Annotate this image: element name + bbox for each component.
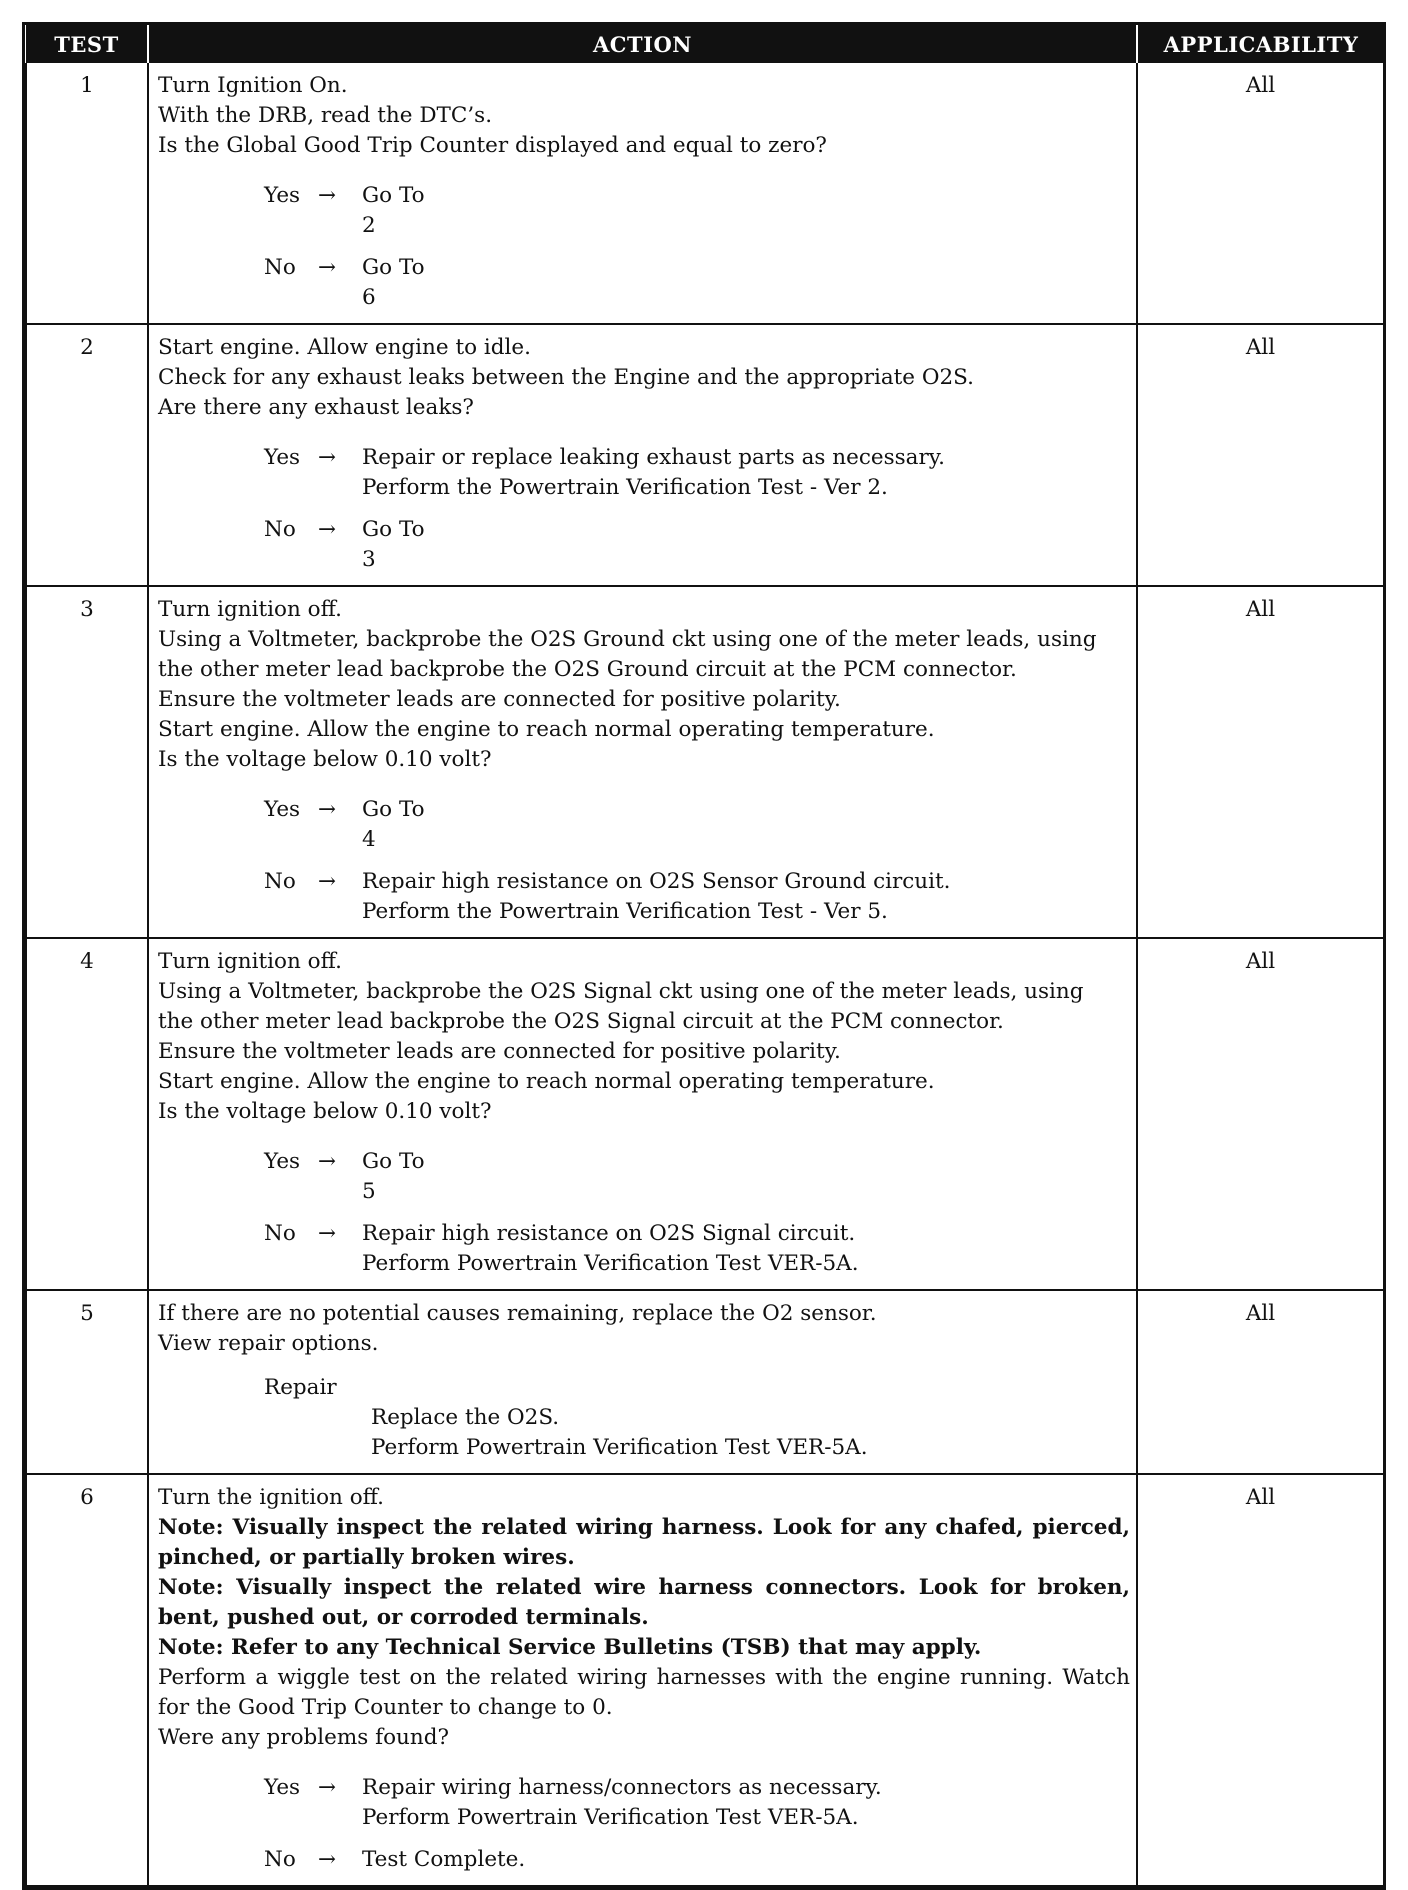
branch-result [362,1845,525,1875]
test-row-5 [26,1290,1384,1474]
action-line: Turn Ignition On. [158,73,348,98]
header-action: ACTION [148,25,1137,63]
note-connectors: Note: Visually inspect the related wire harness connectors. Look for broken, bent, pushed out, or corroded terminals. [158,1575,1130,1630]
repair-label: Repair [264,1375,337,1400]
applicability: All [1137,586,1384,938]
goto-result [362,1147,425,1207]
no-label: No [264,255,296,280]
goto-label: Go To [362,517,425,542]
no-branch [158,1219,1130,1279]
no-label: No [264,1221,296,1246]
result-line: Perform Powertrain Verification Test VER-5A. [362,1251,859,1276]
action-line: Start engine. Allow engine to idle. [158,335,531,360]
arrow-icon: → [318,517,337,542]
repair-steps [264,1403,1130,1463]
action-line: Is the voltage below 0.10 volt? [158,1099,492,1124]
result-line: Perform the Powertrain Verification Test - Ver 2. [362,475,888,500]
result-line: Perform Powertrain Verification Test VER-5A. [371,1435,868,1460]
arrow-icon: → [318,1221,337,1246]
action-line: the other meter lead backprobe the O2S Ground circuit at the PCM connector. [158,657,1017,682]
no-branch [158,253,1130,313]
diagnostic-test-table [22,22,1386,1890]
arrow-icon: → [318,183,337,208]
repair-options [158,1373,1130,1463]
arrow-icon: → [318,1149,337,1174]
goto-target: 6 [362,285,376,310]
applicability: All [1137,1290,1384,1474]
action-line: Ensure the voltmeter leads are connected for positive polarity. [158,687,841,712]
action-line: Is the voltage below 0.10 volt? [158,747,492,772]
goto-label: Go To [362,255,425,280]
action-line: Turn ignition off. [158,949,342,974]
test-number: 5 [26,1290,148,1474]
action-line: With the DRB, read the DTC’s. [158,103,493,128]
no-branch [158,1845,1130,1875]
applicability: All [1137,63,1384,324]
goto-label: Go To [362,797,425,822]
note-wiring-harness: Note: Visually inspect the related wiring harness. Look for any chafed, pierced, pinched, or partially broken wires. [158,1515,1130,1570]
test-row-3 [26,586,1384,938]
test-action [148,63,1137,324]
yes-branch [158,1147,1130,1207]
test-row-4 [26,938,1384,1290]
goto-target: 3 [362,547,376,572]
action-line: Start engine. Allow the engine to reach normal operating temperature. [158,1069,935,1094]
action-line: Turn the ignition off. [158,1485,384,1510]
test-row-1 [26,63,1384,324]
action-line: Perform a wiggle test on the related wiring harnesses with the engine running. Watch for the Good Trip Counter to change to 0. [158,1665,1130,1720]
yes-label: Yes [264,1149,301,1174]
branch-result [362,443,945,503]
yes-branch [158,1773,1130,1833]
branch-result [362,1219,859,1279]
no-label: No [264,517,296,542]
goto-result [362,181,425,241]
action-line: Were any problems found? [158,1725,450,1750]
result-line: Repair or replace leaking exhaust parts as necessary. [362,445,945,470]
goto-target: 5 [362,1179,376,1204]
yes-branch [158,443,1130,503]
test-number: 4 [26,938,148,1290]
yes-branch [158,795,1130,855]
goto-target: 2 [362,213,376,238]
no-branch [158,515,1130,575]
goto-label: Go To [362,1149,425,1174]
action-line: If there are no potential causes remaining, replace the O2 sensor. [158,1301,877,1326]
test-number: 1 [26,63,148,324]
action-line: Is the Global Good Trip Counter displayed and equal to zero? [158,133,827,158]
applicability: All [1137,1474,1384,1886]
yes-label: Yes [264,183,301,208]
yes-label: Yes [264,1775,301,1800]
test-row-2 [26,324,1384,586]
arrow-icon: → [318,869,337,894]
yes-label: Yes [264,445,301,470]
goto-result [362,515,425,575]
test-action [148,1474,1137,1886]
test-number: 6 [26,1474,148,1886]
test-action [148,938,1137,1290]
goto-target: 4 [362,827,376,852]
result-line: Repair high resistance on O2S Signal circuit. [362,1221,856,1246]
action-line: Ensure the voltmeter leads are connected for positive polarity. [158,1039,841,1064]
action-line: Using a Voltmeter, backprobe the O2S Ground ckt using one of the meter leads, using [158,627,1097,652]
action-line: Using a Voltmeter, backprobe the O2S Signal ckt using one of the meter leads, using [158,979,1084,1004]
branch-result [362,1773,882,1833]
header-applicability: APPLICABILITY [1137,25,1384,63]
yes-branch [158,181,1130,241]
test-number: 3 [26,586,148,938]
note-tsb: Note: Refer to any Technical Service Bulletins (TSB) that may apply. [158,1635,982,1660]
arrow-icon: → [318,255,337,280]
result-line: Perform Powertrain Verification Test VER-5A. [362,1805,859,1830]
result-line: Replace the O2S. [371,1405,560,1430]
result-line: Perform the Powertrain Verification Test - Ver 5. [362,899,888,924]
test-action [148,1290,1137,1474]
arrow-icon: → [318,445,337,470]
action-line: Check for any exhaust leaks between the Engine and the appropriate O2S. [158,365,974,390]
yes-label: Yes [264,797,301,822]
test-row-6 [26,1474,1384,1886]
applicability: All [1137,324,1384,586]
test-number: 2 [26,324,148,586]
header-row [26,25,1384,63]
no-branch [158,867,1130,927]
arrow-icon: → [318,1847,337,1872]
test-action [148,586,1137,938]
goto-result [362,253,425,313]
test-action [148,324,1137,586]
result-line: Test Complete. [362,1847,526,1872]
goto-result [362,795,425,855]
action-line: the other meter lead backprobe the O2S Signal circuit at the PCM connector. [158,1009,1004,1034]
action-line: Start engine. Allow the engine to reach normal operating temperature. [158,717,935,742]
action-line: Turn ignition off. [158,597,342,622]
result-line: Repair high resistance on O2S Sensor Ground circuit. [362,869,951,894]
arrow-icon: → [318,1775,337,1800]
result-line: Repair wiring harness/connectors as necessary. [362,1775,882,1800]
action-line: Are there any exhaust leaks? [158,395,474,420]
header-test: TEST [26,25,148,63]
action-line: View repair options. [158,1331,379,1356]
applicability: All [1137,938,1384,1290]
goto-label: Go To [362,183,425,208]
no-label: No [264,869,296,894]
no-label: No [264,1847,296,1872]
test-table [25,25,1385,1887]
arrow-icon: → [318,797,337,822]
branch-result [362,867,951,927]
